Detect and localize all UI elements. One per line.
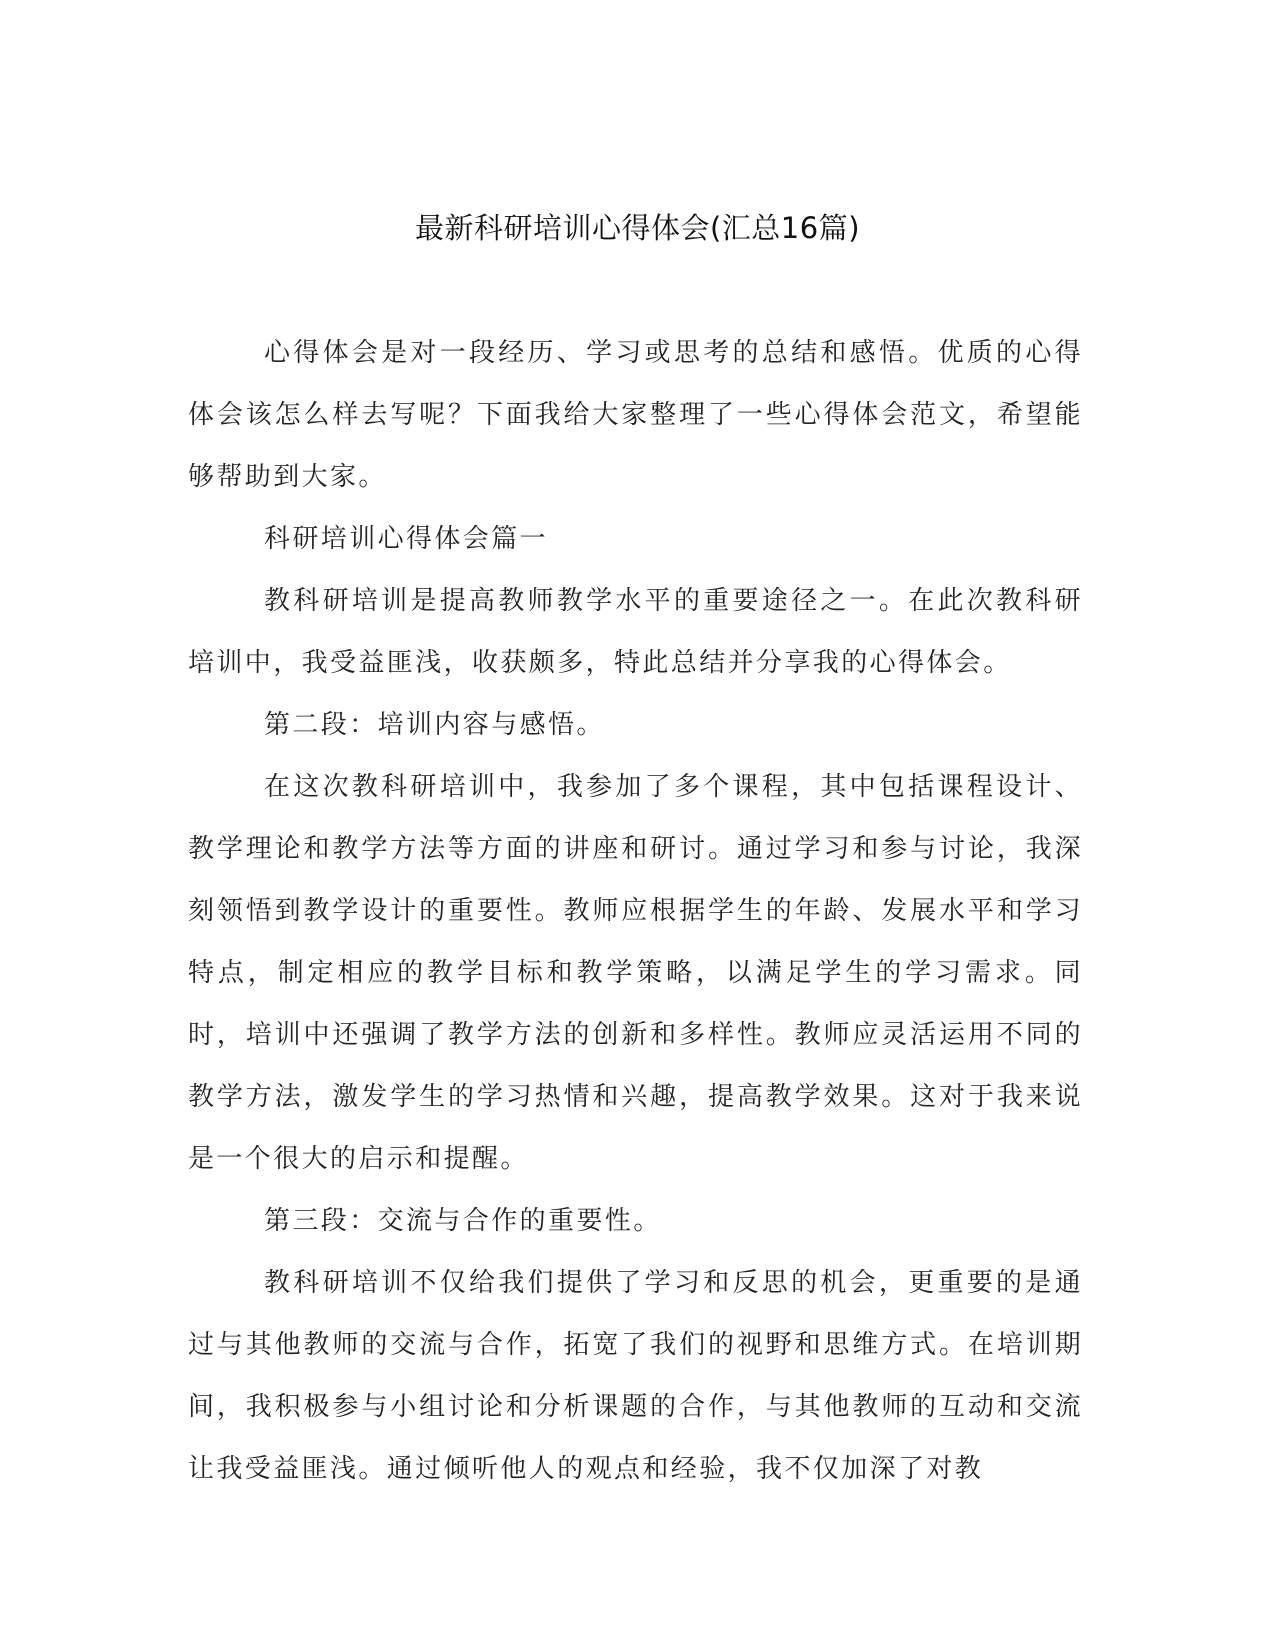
- section-heading-second: 第二段：培训内容与感悟。: [264, 710, 605, 740]
- document-body: [188, 322, 1083, 1500]
- section-heading-third: 第三段：交流与合作的重要性。: [264, 1206, 662, 1236]
- paragraph-opening: 教科研培训是提高教师教学水平的重要途径之一。在此次教科研培训中，我受益匪浅，收获颇多，特此总结并分享我的心得体会。: [188, 586, 1083, 678]
- section-heading-part-one: 科研培训心得体会篇一: [264, 524, 549, 554]
- page-title: 最新科研培训心得体会(汇总16篇): [414, 211, 861, 245]
- intro-paragraph: 心得体会是对一段经历、学习或思考的总结和感悟。优质的心得体会该怎么样去写呢？下面我给大家整理了一些心得体会范文，希望能够帮助到大家。: [188, 338, 1083, 492]
- paragraph-communication: 教科研培训不仅给我们提供了学习和反思的机会，更重要的是通过与其他教师的交流与合作，拓宽了我们的视野和思维方式。在培训期间，我积极参与小组讨论和分析课题的合作，与其他教师的互动和交流让我受益匪浅。通过倾听他人的观点和经验，我不仅加深了对教: [188, 1268, 1083, 1484]
- paragraph-training-content: 在这次教科研培训中，我参加了多个课程，其中包括课程设计、教学理论和教学方法等方面的讲座和研讨。通过学习和参与讨论，我深刻领悟到教学设计的重要性。教师应根据学生的年龄、发展水平和学习特点，制定相应的教学目标和教学策略，以满足学生的学习需求。同时，培训中还强调了教学方法的创新和多样性。教师应灵活运用不同的教学方法，激发学生的学习热情和兴趣，提高教学效果。这对于我来说是一个很大的启示和提醒。: [188, 772, 1083, 1174]
